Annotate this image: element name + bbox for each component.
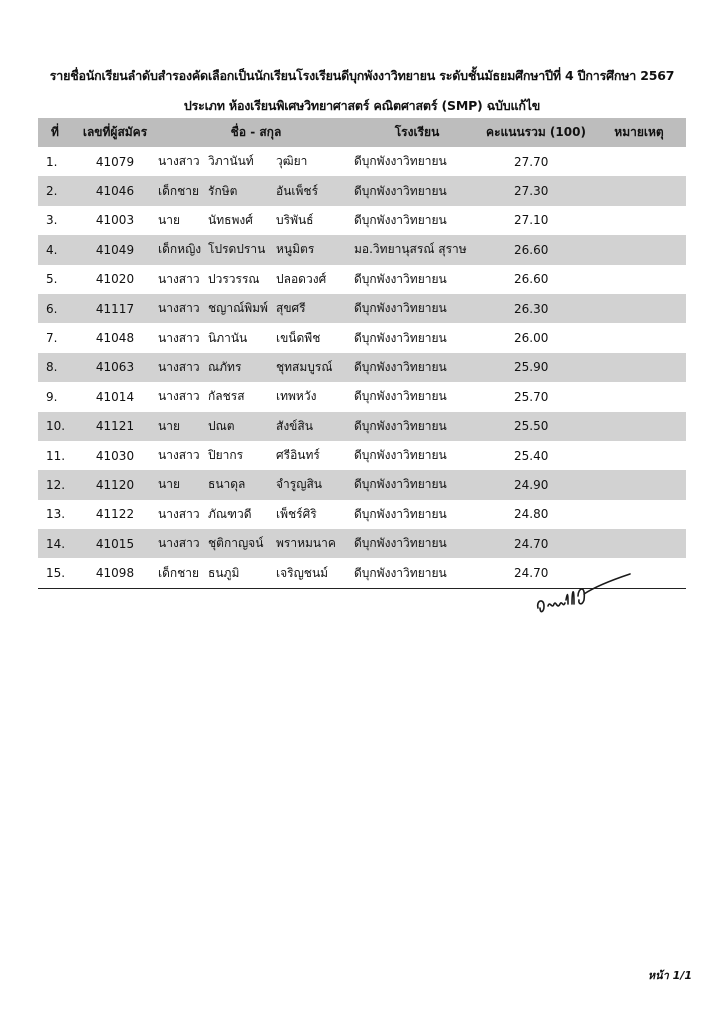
full-name	[158, 323, 354, 352]
first-name: ปิยากร	[208, 448, 244, 463]
total-score: 27.70	[514, 154, 549, 169]
name-prefix: นาย	[158, 418, 180, 433]
remark	[592, 382, 686, 411]
total-score: 24.90	[480, 470, 592, 499]
header-applicant-id: เลขที่ผู้สมัคร	[72, 118, 158, 147]
last-name: หนูมิตร	[276, 242, 315, 257]
row-number: 8.	[38, 353, 72, 382]
handwritten-signature	[530, 570, 640, 620]
school-name: ดีบุกพังงาวิทยายน	[354, 389, 447, 404]
school-name: ดีบุกพังงาวิทยายน	[354, 212, 447, 227]
header-school: โรงเรียน	[354, 118, 480, 147]
first-name: นัทธพงศ์	[208, 212, 253, 227]
last-name: เพ็ชร์ศิริ	[276, 506, 317, 521]
school-name: ดีบุกพังงาวิทยายน	[354, 506, 447, 521]
table-header-row	[38, 118, 686, 147]
table-row	[38, 294, 686, 323]
table-row	[38, 500, 686, 529]
first-name: ปวรวรรณ	[208, 271, 260, 286]
remark	[592, 353, 686, 382]
last-name: ศรีอินทร์	[276, 448, 320, 463]
remark	[592, 265, 686, 294]
full-name	[158, 529, 354, 558]
full-name	[158, 500, 354, 529]
first-name: กัลชรส	[208, 389, 245, 404]
table-row	[38, 147, 686, 176]
full-name	[158, 176, 354, 205]
first-name: ธนภูมิ	[208, 565, 240, 580]
row-number: 9.	[46, 389, 58, 404]
school-name: ดีบุกพังงาวิทยายน	[354, 470, 480, 499]
first-name: ชุติกาญจน์	[208, 536, 264, 551]
full-name	[158, 206, 354, 235]
first-name: นิภานัน	[208, 330, 248, 345]
school-name: ดีบุกพังงาวิทยายน	[354, 412, 480, 441]
name-prefix: นางสาว	[158, 448, 200, 463]
school-name: ดีบุกพังงาวิทยายน	[354, 448, 447, 463]
name-prefix: นางสาว	[158, 271, 200, 286]
applicant-id: 41049	[72, 235, 158, 264]
row-number: 12.	[38, 470, 72, 499]
remark	[592, 323, 686, 352]
total-score: 27.30	[480, 176, 592, 205]
row-number: 4.	[38, 235, 72, 264]
full-name	[158, 147, 354, 176]
school-name: ดีบุกพังงาวิทยายน	[354, 294, 480, 323]
remark	[592, 500, 686, 529]
last-name: ปลอดวงศ์	[276, 271, 327, 286]
row-number: 5.	[46, 272, 58, 287]
remark	[592, 470, 686, 499]
row-number: 11.	[46, 448, 66, 463]
last-name: อันเพ็ชร์	[276, 183, 319, 198]
row-number: 14.	[38, 529, 72, 558]
table-row	[38, 206, 686, 235]
row-number: 1.	[46, 154, 58, 169]
last-name: เจริญชนม์	[276, 565, 329, 580]
table-row	[38, 176, 686, 205]
full-name	[158, 412, 354, 441]
full-name	[158, 441, 354, 470]
full-name	[158, 235, 354, 264]
applicant-id: 41003	[95, 213, 135, 228]
total-score: 24.70	[480, 558, 592, 588]
applicant-id: 41046	[72, 176, 158, 205]
applicant-id: 41122	[95, 507, 135, 522]
total-score: 27.10	[514, 213, 549, 228]
full-name	[158, 265, 354, 294]
remark	[592, 529, 686, 558]
full-name	[158, 470, 354, 499]
row-number: 2.	[38, 176, 72, 205]
remark	[592, 147, 686, 176]
applicant-id: 41030	[95, 448, 135, 463]
name-prefix: นางสาว	[158, 330, 200, 345]
applicant-id: 41079	[95, 154, 135, 169]
full-name	[158, 294, 354, 323]
first-name: ปณต	[208, 418, 235, 433]
table-row	[38, 382, 686, 411]
total-score: 25.90	[480, 353, 592, 382]
table-row	[38, 412, 686, 441]
school-name: ดีบุกพังงาวิทยายน	[354, 330, 447, 345]
table-row	[38, 470, 686, 499]
first-name: ภัณฑวดี	[208, 506, 252, 521]
table-row	[38, 441, 686, 470]
table-row	[38, 265, 686, 294]
school-name: ดีบุกพังงาวิทยายน	[354, 529, 480, 558]
name-prefix: เด็กชาย	[158, 183, 200, 198]
row-number: 7.	[46, 331, 58, 346]
school-name: ดีบุกพังงาวิทยายน	[354, 353, 480, 382]
first-name: รักษิต	[208, 183, 238, 198]
last-name: ชุทสมบูรณ์	[276, 359, 333, 374]
remark	[592, 176, 686, 205]
name-prefix: นาย	[158, 212, 180, 227]
name-prefix: นาย	[158, 477, 180, 492]
first-name: ชญาณ์พิมพ์	[208, 301, 268, 316]
first-name: ณภัทร	[208, 359, 242, 374]
total-score: 24.70	[480, 529, 592, 558]
table-row	[38, 235, 686, 264]
header-note: หมายเหตุ	[592, 118, 686, 147]
total-score: 26.60	[514, 272, 549, 287]
page-number: หน้า 1/1	[647, 969, 692, 982]
name-prefix: นางสาว	[158, 506, 200, 521]
first-name: โปรดปราน	[208, 242, 266, 257]
name-prefix: นางสาว	[158, 389, 200, 404]
last-name: เขน็ดพืช	[276, 330, 321, 345]
name-prefix: นางสาว	[158, 154, 200, 169]
remark	[592, 206, 686, 235]
total-score: 25.70	[514, 389, 549, 404]
name-prefix: นางสาว	[158, 536, 200, 551]
last-name: วุฒิยา	[276, 154, 308, 169]
row-number: 3.	[46, 213, 58, 228]
row-number: 13.	[46, 507, 66, 522]
applicant-id: 41120	[72, 470, 158, 499]
name-prefix: นางสาว	[158, 359, 200, 374]
full-name	[158, 382, 354, 411]
name-prefix: เด็กชาย	[158, 565, 200, 580]
table-row	[38, 353, 686, 382]
total-score: 26.00	[514, 331, 549, 346]
row-number: 10.	[38, 412, 72, 441]
applicant-id: 41020	[95, 272, 135, 287]
header-score: คะแนนรวม (100)	[480, 118, 592, 147]
applicant-id: 41015	[72, 529, 158, 558]
header-number: ที่	[38, 118, 72, 147]
remark	[592, 235, 686, 264]
table-row	[38, 323, 686, 352]
last-name: เทพหวัง	[276, 389, 317, 404]
applicant-id: 41048	[95, 331, 135, 346]
last-name: บริพันธ์	[276, 212, 314, 227]
school-name: ดีบุกพังงาวิทยายน	[354, 558, 480, 588]
row-number: 15.	[38, 558, 72, 588]
total-score: 26.60	[480, 235, 592, 264]
remark	[592, 294, 686, 323]
last-name: พราหมนาค	[276, 536, 336, 551]
row-number: 6.	[38, 294, 72, 323]
applicant-id: 41117	[72, 294, 158, 323]
document-subtitle: ประเภท ห้องเรียนพิเศษวิทยาศาสตร์ คณิตศาสตร์ (SMP) ฉบับแก้ไข	[183, 98, 541, 113]
total-score: 24.80	[514, 507, 549, 522]
document-title: รายชื่อนักเรียนลำดับสำรองคัดเลือกเป็นนักเรียนโรงเรียนดีบุกพังงาวิทยายน ระดับชั้นมัธยมศึกษาปีที่ 4 ปีการศึกษา 2567	[49, 68, 675, 83]
header-name: ชื่อ - สกุล	[158, 118, 354, 147]
applicant-id: 41121	[72, 412, 158, 441]
results-table	[38, 118, 686, 589]
total-score: 26.30	[480, 294, 592, 323]
full-name	[158, 353, 354, 382]
name-prefix: เด็กหญิง	[158, 242, 202, 257]
table-row	[38, 529, 686, 558]
applicant-id: 41098	[72, 558, 158, 588]
last-name: จำรูญสิน	[276, 477, 322, 492]
last-name: สุขศรี	[276, 301, 306, 316]
total-score: 25.50	[480, 412, 592, 441]
first-name: ธนาดุล	[208, 477, 246, 492]
remark	[592, 441, 686, 470]
school-name: ดีบุกพังงาวิทยายน	[354, 154, 447, 169]
applicant-id: 41063	[72, 353, 158, 382]
total-score: 25.40	[514, 448, 549, 463]
first-name: วิภานันท์	[208, 154, 254, 169]
name-prefix: นางสาว	[158, 301, 200, 316]
applicant-id: 41014	[95, 389, 135, 404]
school-name: ดีบุกพังงาวิทยายน	[354, 271, 447, 286]
last-name: สังข์สิน	[276, 418, 313, 433]
school-name: ดีบุกพังงาวิทยายน	[354, 176, 480, 205]
full-name	[158, 558, 354, 588]
school-name: มอ.วิทยานุสรณ์ สุราษ	[354, 235, 480, 264]
remark	[592, 412, 686, 441]
